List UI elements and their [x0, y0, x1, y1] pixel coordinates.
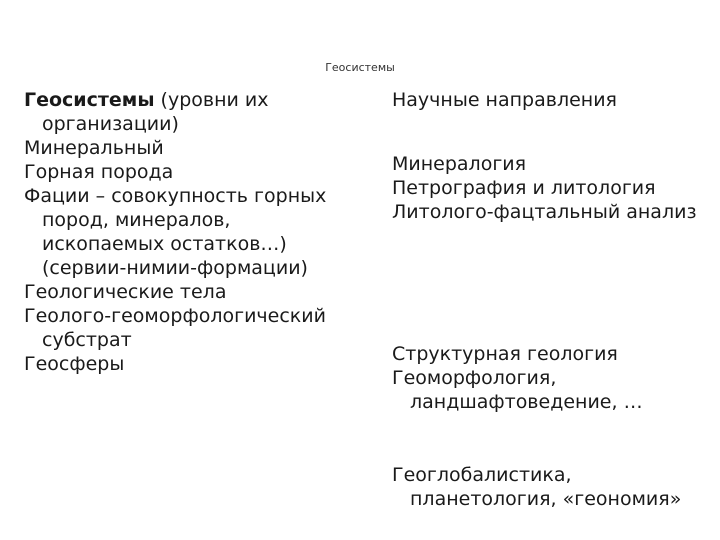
levels-heading-rest: (уровни их организации) [42, 89, 269, 135]
direction-structural-geology: Структурная геология [392, 343, 618, 365]
directions-group-2 [392, 342, 712, 414]
directions-group-1 [392, 152, 712, 224]
direction-geomorphology: Геоморфология, ландшафтоведение, … [392, 367, 643, 413]
levels-heading [24, 88, 312, 136]
direction-petrography: Петрография и литология [392, 177, 656, 199]
direction-mineralogy: Минералогия [392, 153, 527, 175]
level-item-facies: Фации – совокупность горных пород, минералов, ископаемых остатков…)(сервии-нимии-формации) [24, 185, 327, 279]
level-item-substrate: Геолого-геоморфологический субстрат [24, 305, 326, 351]
direction-facies-analysis: Литолого-фацтальный анализ [392, 201, 697, 223]
levels-heading-bold: Геосистемы [24, 89, 155, 111]
level-item-geospheres: Геосферы [24, 353, 125, 375]
direction-geoglobalistics: Геоглобалистика, планетология, «геономия» [392, 464, 682, 510]
level-item-rock: Горная порода [24, 161, 174, 183]
level-item-geobodies: Геологические тела [24, 281, 227, 303]
slide-title: Геосистемы [325, 61, 395, 74]
levels-column [24, 88, 354, 376]
level-item-mineral: Минеральный [24, 137, 164, 159]
directions-heading: Научные направления [392, 89, 617, 111]
directions-column [392, 88, 712, 112]
directions-group-3 [392, 463, 712, 511]
